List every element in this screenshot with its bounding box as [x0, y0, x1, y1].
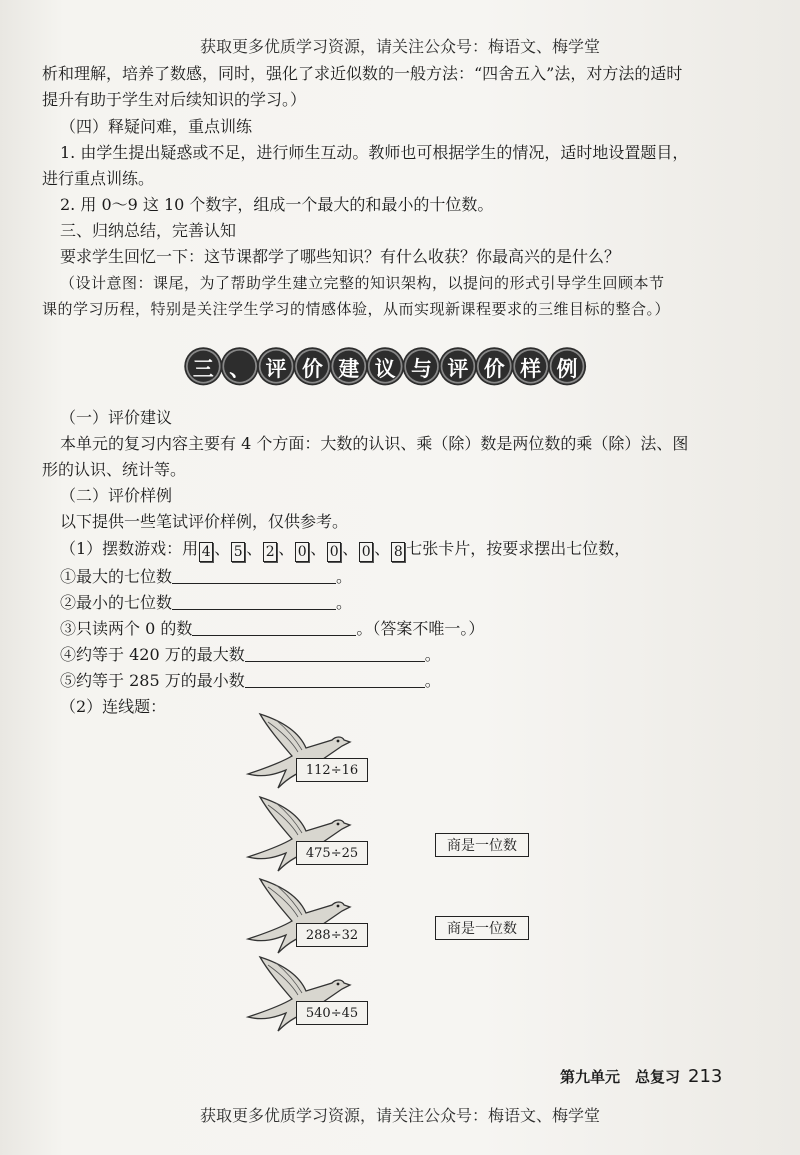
q1-item-text: ④约等于 420 万的最大数 [60, 645, 245, 664]
title-char: 三 [186, 349, 221, 384]
separator: 、 [310, 539, 327, 558]
swallow-icon [240, 712, 380, 802]
number-card: 2 [263, 542, 277, 562]
paragraph-line: 2. 用 0～9 这 10 个数字，组成一个最大的和最小的十位数。 [60, 195, 494, 214]
paragraph-line: 1. 由学生提出疑惑或不足，进行师生互动。教师也可根据学生的情况，适时地设置题目， [60, 143, 689, 162]
q1-item [60, 566, 352, 588]
answer-blank[interactable] [245, 671, 425, 688]
swallow-icon [240, 795, 380, 885]
number-card: 5 [231, 542, 245, 562]
title-char: 评 [259, 349, 294, 384]
number-card: 0 [295, 542, 309, 562]
division-expression: 540÷45 [296, 1001, 368, 1025]
q1-item-end: 。 [424, 645, 441, 664]
title-char: 例 [550, 349, 585, 384]
q1-item-text: ③只读两个 0 的数 [60, 619, 193, 638]
section-title-banner [186, 349, 584, 387]
swallow-card[interactable] [240, 712, 380, 802]
number-card: 8 [391, 542, 405, 562]
answer-blank[interactable] [245, 645, 425, 662]
title-char: 价 [477, 349, 512, 384]
paragraph-line: 进行重点训练。 [42, 169, 155, 188]
q1-item-end: 。 [356, 619, 373, 638]
paragraph-line: 提升有助于学生对后续知识的学习。） [42, 90, 307, 109]
footer-watermark: 获取更多优质学习资源，请关注公众号：梅语文、梅学堂 [199, 1106, 600, 1125]
subsection-heading: （四）释疑问难，重点训练 [60, 117, 253, 136]
q1-item-end: 。 [336, 567, 353, 586]
quotient-label-box[interactable]: 商是一位数 [435, 916, 529, 940]
swallow-card[interactable] [240, 955, 380, 1045]
subsection-heading: （一）评价建议 [60, 408, 173, 427]
q1-item-text: ②最小的七位数 [60, 593, 173, 612]
page-number: 213 [688, 1066, 723, 1087]
q1-prefix: （1）摆数游戏：用 [60, 539, 199, 558]
separator: 、 [214, 539, 231, 558]
title-char: 评 [441, 349, 476, 384]
number-card: 4 [199, 542, 213, 562]
title-char: 价 [295, 349, 330, 384]
section-heading: 三、归纳总结，完善认知 [60, 221, 237, 240]
answer-blank[interactable] [172, 567, 336, 584]
swallow-card[interactable] [240, 795, 380, 885]
title-char: 议 [368, 349, 403, 384]
page-footer [560, 1066, 722, 1087]
question-1 [60, 538, 630, 562]
swallow-icon [240, 877, 380, 967]
q1-item [60, 644, 441, 666]
q1-item [60, 670, 441, 692]
separator: 、 [278, 539, 295, 558]
paragraph-line: 以下提供一些笔试评价样例，仅供参考。 [60, 512, 349, 531]
division-expression: 288÷32 [296, 923, 368, 947]
quotient-label-box[interactable]: 商是一位数 [435, 833, 529, 857]
number-card: 0 [359, 542, 373, 562]
q1-item [60, 592, 352, 614]
paragraph-line: 本单元的复习内容主要有 4 个方面：大数的认识、乘（除）数是两位数的乘（除）法、图 [60, 434, 689, 453]
separator: 、 [342, 539, 359, 558]
swallow-icon [240, 955, 380, 1045]
swallow-card[interactable] [240, 877, 380, 967]
paragraph-line: 析和理解，培养了数感，同时，强化了求近似数的一般方法：“四舍五入”法，对方法的适时 [42, 64, 683, 83]
answer-blank[interactable] [172, 593, 336, 610]
q1-item [60, 618, 484, 640]
q1-item-end: 。 [336, 593, 353, 612]
design-note-line: 课的学习历程，特别是关注学生学习的情感体验，从而实现新课程要求的三维目标的整合。） [42, 300, 671, 318]
q1-suffix: 七张卡片，按要求摆出七位数， [406, 539, 631, 558]
division-expression: 112÷16 [296, 758, 368, 782]
unit-label: 第九单元 总复习 [560, 1068, 681, 1086]
subsection-heading: （二）评价样例 [60, 486, 173, 505]
header-watermark: 获取更多优质学习资源，请关注公众号：梅语文、梅学堂 [199, 37, 600, 56]
q1-item-note: （答案不唯一。） [372, 619, 485, 638]
separator: 、 [246, 539, 263, 558]
division-expression: 475÷25 [296, 841, 368, 865]
design-note-line: （设计意图：课尾，为了帮助学生建立完整的知识架构，以提问的形式引导学生回顾本节 [60, 274, 665, 292]
number-card: 0 [327, 542, 341, 562]
title-char: 、 [222, 349, 257, 384]
title-char: 建 [331, 349, 366, 384]
q1-item-text: ⑤约等于 285 万的最小数 [60, 671, 245, 690]
paragraph-line: 要求学生回忆一下：这节课都学了哪些知识？有什么收获？你最高兴的是什么？ [60, 247, 621, 266]
separator: 、 [374, 539, 391, 558]
answer-blank[interactable] [192, 619, 356, 636]
q1-item-text: ①最大的七位数 [60, 567, 173, 586]
title-char: 与 [404, 349, 439, 384]
paragraph-line: 形的认识、统计等。 [42, 460, 187, 479]
q1-item-end: 。 [424, 671, 441, 690]
title-char: 样 [513, 349, 548, 384]
question-2-heading: （2）连线题： [60, 697, 167, 716]
